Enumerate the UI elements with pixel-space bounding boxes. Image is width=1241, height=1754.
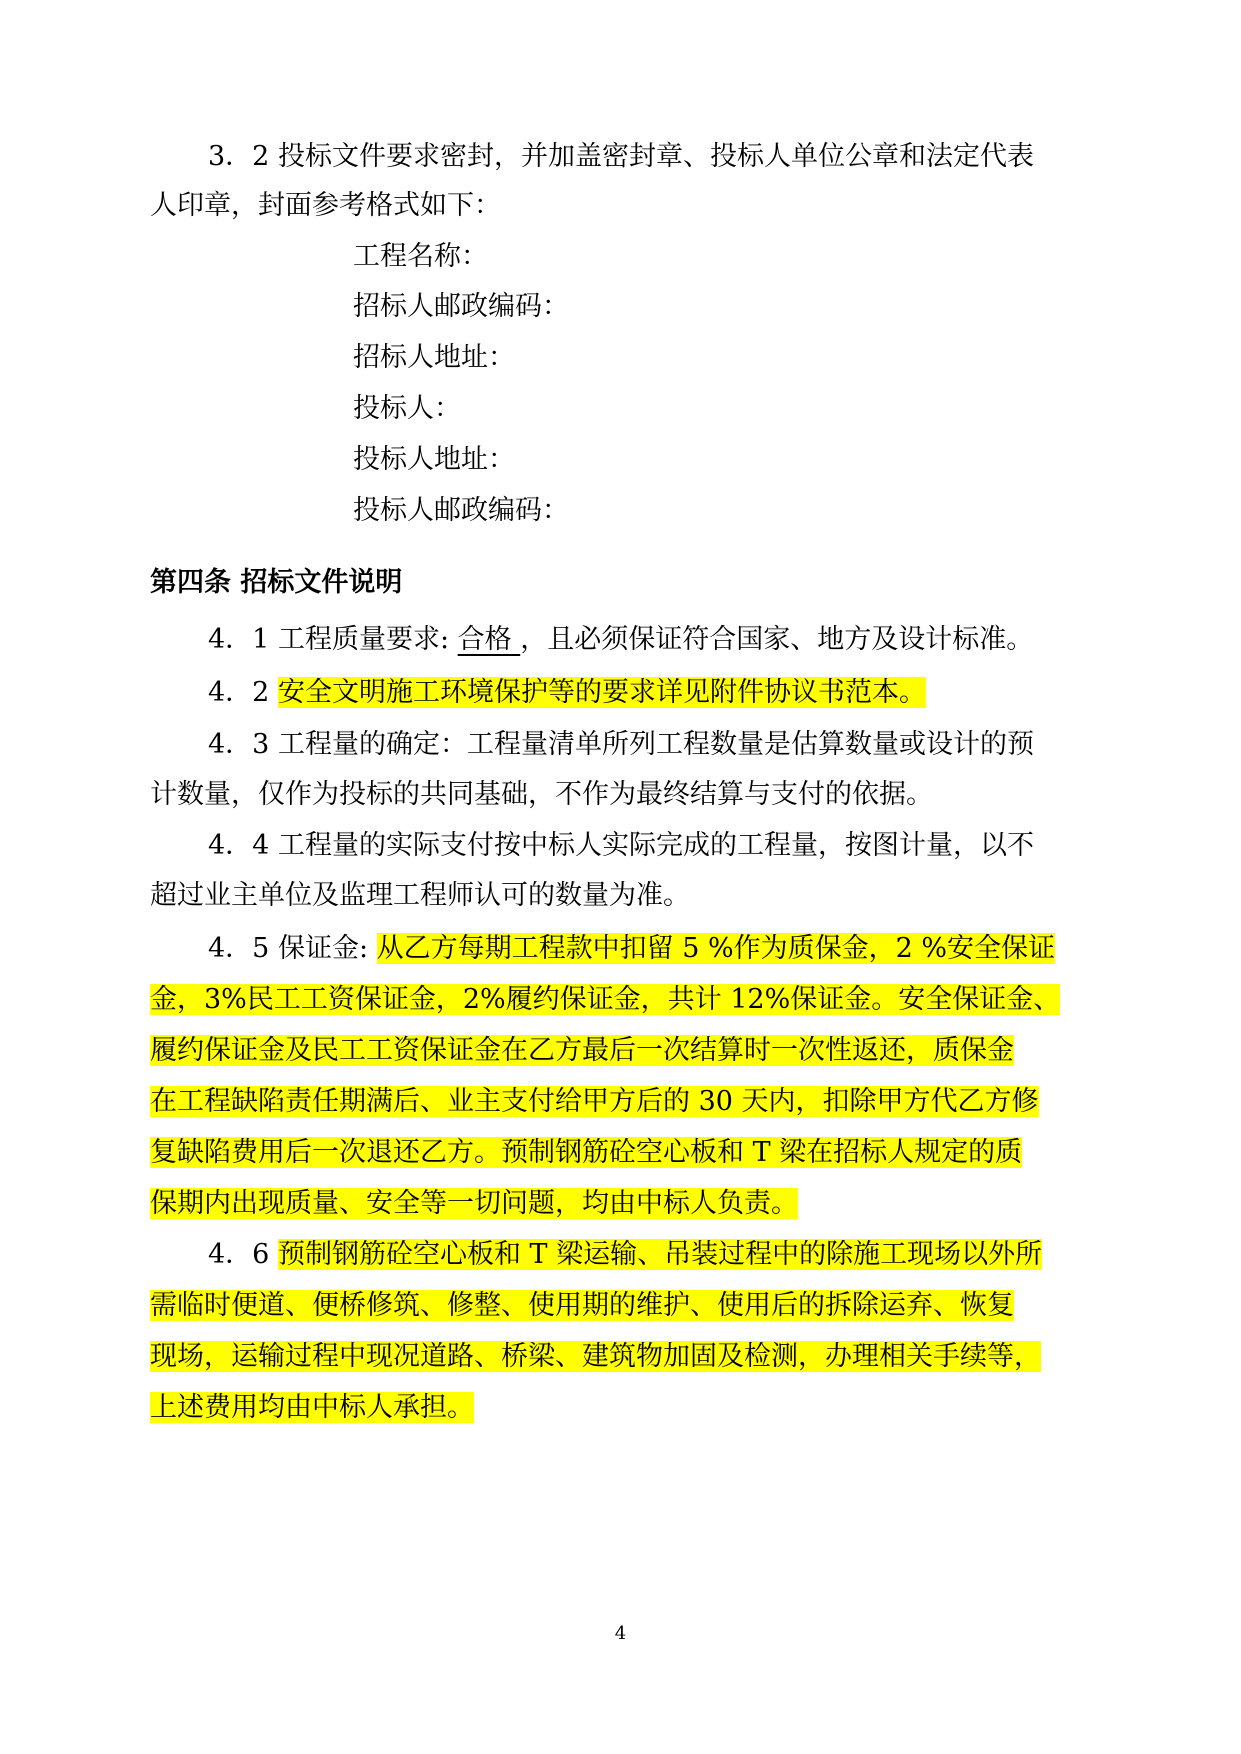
clause-4-2-prefix: 4．2 <box>208 677 278 708</box>
clause-4-1 <box>208 620 1033 660</box>
clause-4-6-line-2 <box>150 1286 1014 1326</box>
clause-4-1-suffix: ，且必须保证符合国家、地方及设计标准。 <box>520 624 1034 655</box>
cover-field-tenderer-postcode: 招标人邮政编码： <box>353 291 569 322</box>
clause-4-6-prefix: 4．6 <box>208 1239 278 1270</box>
clause-3-2-line-2: 人印章，封面参考格式如下： <box>150 190 501 221</box>
clause-4-5-line-4 <box>150 1082 1039 1122</box>
cover-field-bidder: 投标人： <box>353 393 461 424</box>
clause-4-5-line-1 <box>208 929 1055 969</box>
page-number: 4 <box>614 1623 627 1644</box>
clause-4-5-line-3 <box>150 1031 1014 1071</box>
clause-4-5-line-2 <box>150 980 1060 1020</box>
clause-4-5-line-6 <box>150 1184 798 1224</box>
cover-field-tenderer-address: 招标人地址： <box>353 342 515 373</box>
clause-4-5-highlight-4: 在工程缺陷责任期满后、业主支付给甲方后的 30 天内，扣除甲方代乙方修 <box>150 1086 1039 1117</box>
clause-4-5-line-5 <box>150 1133 1022 1173</box>
clause-4-6-highlight-3: 现场，运输过程中现况道路、桥梁、建筑物加固及检测，办理相关手续等， <box>150 1341 1041 1372</box>
clause-4-5-highlight-1: 从乙方每期工程款中扣留 5 %作为质保金，2 %安全保证 <box>376 933 1056 964</box>
clause-4-6-line-3 <box>150 1337 1041 1377</box>
clause-4-1-prefix: 4．1 工程质量要求: <box>208 624 458 655</box>
clause-4-3-line-1: 4．3 工程量的确定：工程量清单所列工程数量是估算数量或设计的预 <box>208 729 1034 760</box>
clause-4-2-highlight: 安全文明施工环境保护等的要求详见附件协议书范本。 <box>277 677 926 708</box>
clause-4-2 <box>208 673 926 713</box>
clause-4-3-line-2: 计数量，仅作为投标的共同基础，不作为最终结算与支付的依据。 <box>150 779 933 810</box>
quality-requirement-value: 合格 <box>457 624 521 655</box>
clause-4-5-highlight-2: 金，3%民工工资保证金，2%履约保证金，共计 12%保证金。安全保证金、 <box>150 984 1061 1015</box>
clause-4-4-line-1: 4．4 工程量的实际支付按中标人实际完成的工程量，按图计量，以不 <box>208 830 1034 861</box>
clause-4-5-highlight-6: 保期内出现质量、安全等一切问题，均由中标人负责。 <box>150 1188 798 1219</box>
cover-field-bidder-address: 投标人地址： <box>353 444 515 475</box>
clause-4-5-highlight-3: 履约保证金及民工工资保证金在乙方最后一次结算时一次性返还，质保金 <box>150 1035 1014 1066</box>
clause-3-2-line-1: 3．2 投标文件要求密封，并加盖密封章、投标人单位公章和法定代表 <box>208 141 1034 172</box>
clause-4-5-highlight-5: 复缺陷费用后一次退还乙方。预制钢筋砼空心板和 T 梁在招标人规定的质 <box>150 1137 1023 1168</box>
article-4-heading: 第四条 招标文件说明 <box>150 567 403 598</box>
cover-field-project-name: 工程名称： <box>353 241 488 272</box>
clause-4-6-highlight-1: 预制钢筋砼空心板和 T 梁运输、吊装过程中的除施工现场以外所 <box>277 1239 1043 1270</box>
clause-4-6-highlight-4: 上述费用均由中标人承担。 <box>150 1392 474 1423</box>
clause-4-6-line-4 <box>150 1388 474 1428</box>
clause-4-4-line-2: 超过业主单位及监理工程师认可的数量为准。 <box>150 880 690 911</box>
clause-4-5-prefix: 4．5 保证金: <box>208 933 377 964</box>
clause-4-6-highlight-2: 需临时便道、便桥修筑、修整、使用期的维护、使用后的拆除运弃、恢复 <box>150 1290 1014 1321</box>
cover-field-bidder-postcode: 投标人邮政编码： <box>353 495 569 526</box>
clause-4-6-line-1 <box>208 1235 1042 1275</box>
